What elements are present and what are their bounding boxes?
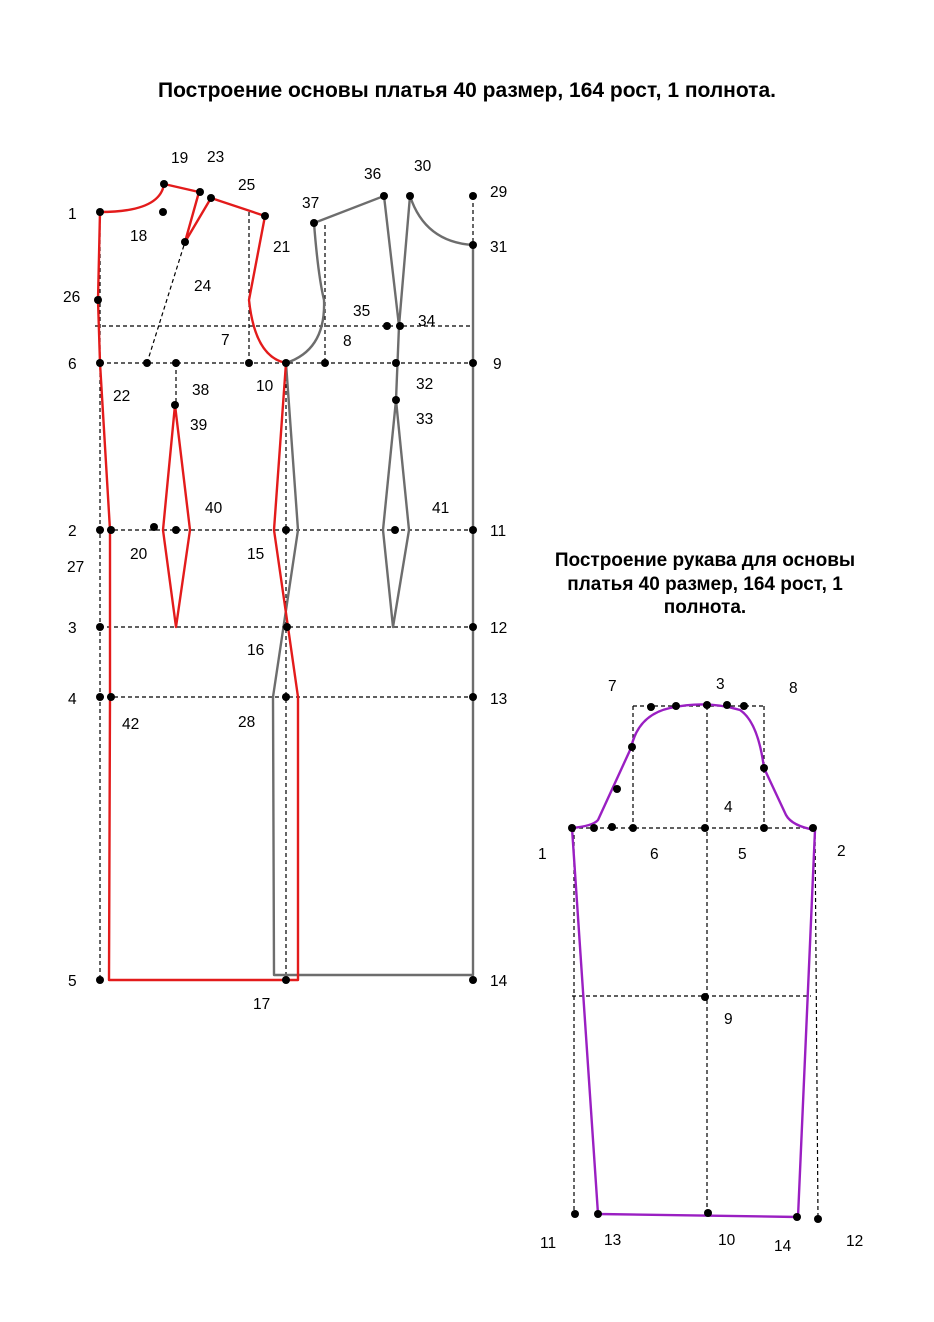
sleeve-title: Построение рукава для основы платья 40 размер, 164 рост, 1 полнота. [554,550,856,618]
dress-label-36: 36 [364,166,382,183]
sleeve-label-10: 10 [718,1232,736,1249]
dress-label-34: 34 [418,313,436,330]
dress-title: Построение основы платья 40 размер, 164 рост, 1 полнота. [158,79,776,102]
dress-label-19: 19 [171,150,189,167]
dress-label-6: 6 [68,356,77,373]
dress-label-32: 32 [416,376,434,393]
dress-label-14: 14 [490,973,508,990]
dress-label-23: 23 [207,149,225,166]
dress-label-11: 11 [490,523,507,540]
sleeve-label-11: 11 [540,1235,557,1252]
sleeve-label-6: 6 [650,846,659,863]
sleeve-label-3: 3 [716,676,725,693]
dress-label-25: 25 [238,177,256,194]
dress-front-outline [98,184,298,980]
dress-label-30: 30 [414,158,432,175]
dress-label-35: 35 [353,303,371,320]
dress-label-29: 29 [490,184,508,201]
dress-label-28: 28 [238,714,256,731]
sleeve-label-12: 12 [846,1233,864,1250]
sleeve-label-2: 2 [837,843,846,860]
dress-label-7: 7 [221,332,230,349]
dress-label-2: 2 [68,523,77,540]
sleeve-outline [572,704,815,1217]
dress-back-outline [273,196,473,975]
sleeve-point-labels [538,676,863,1255]
dress-label-21: 21 [273,239,291,256]
dress-label-22: 22 [113,388,131,405]
dress-label-33: 33 [416,411,434,428]
dress-label-1: 1 [68,206,77,223]
sleeve-label-4: 4 [724,799,733,816]
dress-label-17: 17 [253,996,271,1013]
dress-label-24: 24 [194,278,212,295]
dress-label-27: 27 [67,559,85,576]
dress-label-8: 8 [343,333,352,350]
dress-label-4: 4 [68,691,77,708]
dress-label-13: 13 [490,691,508,708]
dress-label-26: 26 [63,289,81,306]
dress-label-20: 20 [130,546,148,563]
dress-label-41: 41 [432,500,450,517]
sleeve-label-5: 5 [738,846,747,863]
sleeve-label-13: 13 [604,1232,622,1249]
sleeve-label-14: 14 [774,1238,792,1255]
dress-label-12: 12 [490,620,508,637]
dress-label-38: 38 [192,382,210,399]
dress-label-40: 40 [205,500,223,517]
sleeve-label-8: 8 [789,680,798,697]
sleeve-label-9: 9 [724,1011,733,1028]
sleeve-label-1: 1 [538,846,547,863]
dress-label-16: 16 [247,642,265,659]
sleeve-label-7: 7 [608,678,617,695]
dress-label-3: 3 [68,620,77,637]
dress-guide-lines [95,196,473,980]
dress-label-39: 39 [190,417,208,434]
dress-label-37: 37 [302,195,320,212]
sleeve-points [568,701,822,1223]
dress-label-5: 5 [68,973,77,990]
dress-label-18: 18 [130,228,148,245]
dress-label-10: 10 [256,378,274,395]
dress-label-9: 9 [493,356,502,373]
dress-label-31: 31 [490,239,508,256]
dress-label-42: 42 [122,716,140,733]
dress-label-15: 15 [247,546,265,563]
dress-point-labels [63,149,508,1013]
sleeve-guide-lines [572,706,818,1218]
